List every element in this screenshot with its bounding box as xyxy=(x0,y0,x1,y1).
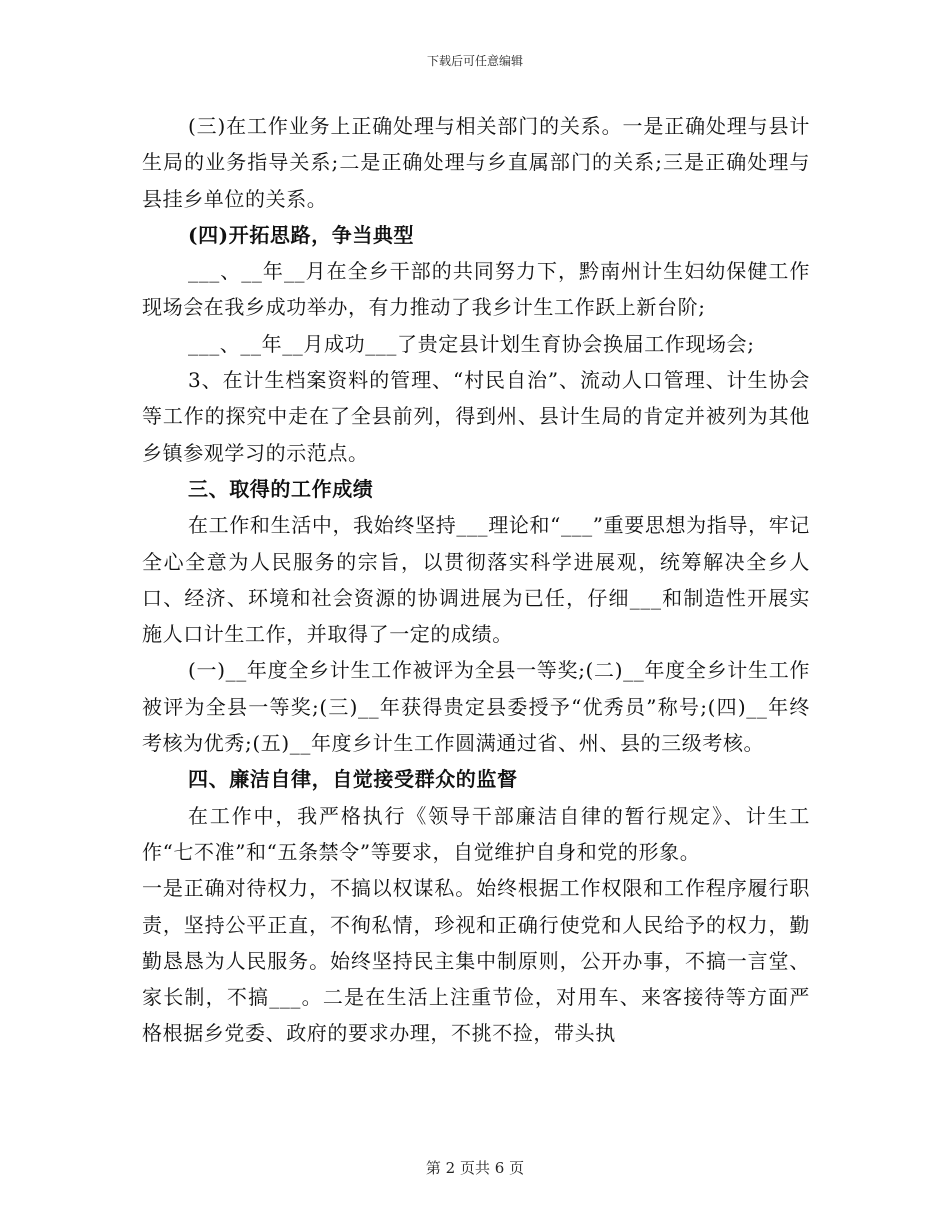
paragraph-integrity-rules: 在工作中，我严格执行《领导干部廉洁自律的暂行规定》、计生工作“七不准”和“五条禁令”等要求，自觉维护自身和党的形象。 xyxy=(142,803,810,864)
section-heading-integrity: 四、廉洁自律，自觉接受群众的监督 xyxy=(188,767,518,792)
paragraph-power-and-frugality: 一是正确对待权力，不搞以权谋私。始终根据工作权限和工作程序履行职责，坚持公平正直，不徇私情，珍视和正确行使党和人民给予的权力，勤勤恳恳为人民服务。始终坚持民主集中制原则，公开办事，不搞一言堂、家长制，不搞___。二是在生活上注重节俭，对用车、来客接待等方面严格根据乡党委、政府的要求办理，不挑不捡，带头执 xyxy=(142,876,810,1046)
section-heading-innovation: (四)开拓思路，争当典型 xyxy=(188,222,415,247)
page-number-footer: 第 2 页共 6 页 xyxy=(425,1159,525,1177)
paragraph-onsite-meeting: ___、__年__月在全乡干部的共同努力下，黔南州计生妇幼保健工作现场会在我乡成功举办，有力推动了我乡计生工作跃上新台阶; xyxy=(142,259,810,320)
paragraph-archive-management: 3、在计生档案资料的管理、“村民自治”、流动人口管理、计生协会等工作的探究中走在了全县前列，得到州、县计生局的肯定并被列为其他乡镇参观学习的示范点。 xyxy=(142,368,810,465)
page-header-note: 下载后可任意编辑 xyxy=(426,54,523,68)
paragraph-work-philosophy: 在工作和生活中，我始终坚持___理论和“___”重要思想为指导，牢记全心全意为人民服务的宗旨，以贯彻落实科学进展观，统筹解决全乡人口、经济、环境和社会资源的协调进展为已任，仔细___和制造性开展实施人口计生工作，并取得了一定的成绩。 xyxy=(142,513,810,647)
paragraph-department-relations: (三)在工作业务上正确处理与相关部门的关系。一是正确处理与县计生局的业务指导关系;二是正确处理与乡直属部门的关系;三是正确处理与县挂乡单位的关系。 xyxy=(142,114,810,211)
paragraph-awards-list: (一)__年度全乡计生工作被评为全县一等奖;(二)__年度全乡计生工作被评为全县一等奖;(三)__年获得贵定县委授予“优秀员”称号;(四)__年终考核为优秀;(五)__年度乡计生工作圆满通过省、州、县的三级考核。 xyxy=(142,658,810,756)
section-heading-achievements: 三、取得的工作成绩 xyxy=(188,476,374,501)
paragraph-association-meeting: ___、__年__月成功___了贵定县计划生育协会换届工作现场会; xyxy=(188,331,755,356)
document-body xyxy=(142,108,810,1052)
